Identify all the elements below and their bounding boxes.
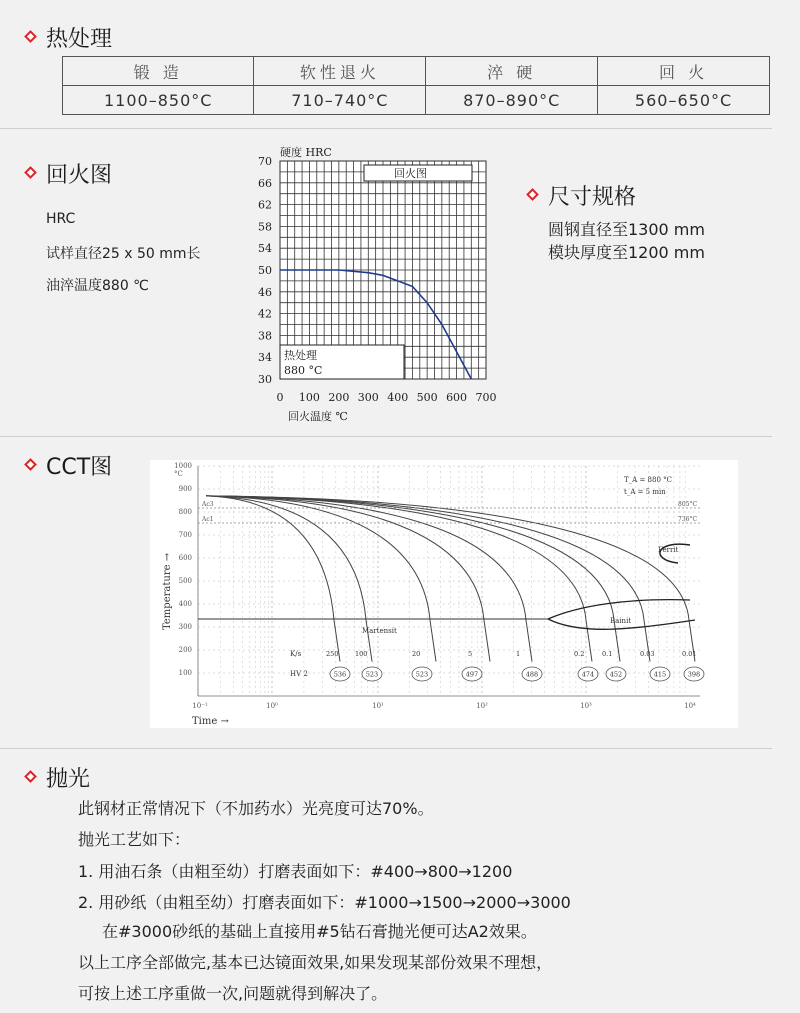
cct-ta-label: T_A = 880 °C (624, 476, 672, 484)
x-tick-label: 400 (387, 391, 409, 404)
hardness-value: 474 (581, 670, 595, 679)
y-tick-label: 54 (258, 242, 272, 256)
table-cell: 560–650°C (598, 86, 770, 115)
tempering-chart (240, 145, 497, 430)
y-tick-label: 70 (258, 155, 272, 168)
polishing-bullet-icon (24, 770, 37, 783)
x-tick-label: 10⁻¹ (192, 702, 208, 710)
hardness-value: 488 (525, 670, 539, 679)
y-tick-label: 200 (178, 646, 192, 654)
table-cell: 870–890°C (426, 86, 598, 115)
cct-time-axis (192, 702, 696, 710)
cooling-rate-label: 5 (468, 650, 473, 658)
tempering-heat-box-value: 880 °C (284, 364, 323, 377)
cct-ylabel: Temperature → (162, 552, 173, 630)
y-tick-label: 1000 (174, 462, 192, 470)
cct-ac1-label: Ac1 (202, 516, 214, 523)
tempering-ylabel: 硬度 HRC (280, 146, 332, 159)
x-tick-label: 0 (276, 391, 284, 404)
cct-805-label: 805°C (678, 501, 698, 508)
hardness-value: 523 (365, 670, 379, 679)
tempering-info-sample: 试样直径25 x 50 mm长 (46, 246, 201, 262)
x-tick-label: 10² (476, 702, 488, 710)
y-tick-label: 42 (258, 307, 272, 321)
cooling-curve (206, 496, 340, 662)
x-tick-label: 10⁴ (684, 702, 696, 710)
tempering-xlabel: 回火温度 ℃ (288, 410, 348, 423)
cooling-rate-label: 0.03 (640, 650, 655, 658)
y-tick-label: 38 (258, 329, 272, 343)
x-tick-label: 600 (446, 391, 468, 404)
x-tick-label: 100 (298, 391, 320, 404)
x-tick-label: 700 (475, 391, 497, 404)
cct-time-label: t_A = 5 min (624, 488, 666, 496)
size-block: 模块厚度至1200 mm (548, 243, 705, 262)
polish-paragraph: 此钢材正常情况下（不加药水）光亮度可达70%。 (78, 799, 434, 818)
cct-ferrite-label: Ferrit (658, 546, 679, 554)
cooling-rate-label: 0.2 (574, 650, 585, 658)
cct-ac3-label: Ac3 (202, 501, 214, 508)
polish-step-2-detail: 在#3000砂纸的基础上直接用#5钻石膏抛光便可达A2效果。 (102, 922, 537, 941)
tempering-title: 回火图 (46, 163, 113, 188)
size-title: 尺寸规格 (548, 185, 637, 210)
y-tick-label: 62 (258, 198, 272, 212)
y-tick-label: 50 (258, 264, 272, 277)
cooling-rate-label: 250 (326, 650, 339, 658)
cct-y-ticks (174, 462, 192, 677)
table-header-cell: 淬 硬 (426, 57, 598, 86)
table-header-cell: 软性退火 (254, 57, 426, 86)
table-row (63, 86, 770, 115)
cct-hardness-circles (330, 667, 704, 681)
hardness-value: 398 (687, 670, 701, 679)
hardness-value: 523 (415, 670, 429, 679)
tempering-x-ticks (277, 391, 497, 404)
tempering-info-quench: 油淬温度880 ℃ (46, 278, 149, 294)
table-header-row (63, 57, 770, 86)
cct-cooling-rates (326, 650, 696, 658)
y-tick-label: 46 (258, 285, 272, 299)
polish-paragraph: 以上工序全部做完,基本已达镜面效果,如果发现某部份效果不理想， (78, 953, 553, 972)
cct-y-unit: °C (174, 470, 183, 478)
size-round-bar: 圆钢直径至1300 mm (548, 220, 705, 239)
cooling-rate-label: 0.01 (682, 650, 697, 658)
heat-treatment-table (62, 56, 770, 115)
section-divider (0, 128, 772, 129)
x-tick-label: 10¹ (372, 702, 384, 710)
y-tick-label: 500 (178, 577, 192, 585)
tempering-y-ticks (258, 155, 272, 386)
cooling-rate-label: 20 (412, 650, 421, 658)
cct-bainite-label: Bainit (610, 617, 632, 625)
polish-step-1: 1. 用油石条（由粗至幼）打磨表面如下：#400→800→1200 (78, 862, 513, 881)
table-header-cell: 锻 造 (63, 57, 254, 86)
x-tick-label: 10³ (580, 702, 592, 710)
x-tick-label: 200 (328, 391, 350, 404)
cct-xlabel: Time → (192, 716, 229, 727)
tempering-bullet-icon (24, 166, 37, 179)
hardness-value: 536 (333, 670, 347, 679)
y-tick-label: 300 (178, 623, 192, 631)
cct-chart-panel (150, 460, 738, 728)
y-tick-label: 700 (178, 531, 192, 539)
section-divider (0, 748, 772, 749)
cct-ks-label: K/s (290, 650, 302, 658)
y-tick-label: 400 (178, 600, 192, 608)
y-tick-label: 58 (258, 220, 272, 234)
cct-hv-label: HV 2 (290, 670, 308, 678)
cooling-curve (206, 496, 532, 662)
cooling-rate-label: 100 (355, 650, 368, 658)
hardness-value: 497 (465, 670, 479, 679)
tempering-info-hrc: HRC (46, 211, 76, 227)
cooling-curve (206, 496, 372, 662)
y-tick-label: 66 (258, 176, 272, 190)
cooling-curve (206, 496, 436, 662)
x-tick-label: 500 (416, 391, 438, 404)
polish-paragraph: 可按上述工序重做一次,问题就得到解决了。 (78, 984, 388, 1003)
y-tick-label: 800 (178, 508, 192, 516)
hardness-value: 452 (609, 670, 623, 679)
y-tick-label: 100 (178, 669, 192, 677)
y-tick-label: 30 (258, 373, 272, 386)
table-cell: 710–740°C (254, 86, 426, 115)
cct-bullet-icon (24, 458, 37, 471)
hardness-value: 415 (653, 670, 667, 679)
polish-step-2: 2. 用砂纸（由粗至幼）打磨表面如下：#1000→1500→2000→3000 (78, 893, 571, 912)
cct-martensite-label: Martensit (362, 627, 397, 635)
polishing-title: 抛光 (46, 767, 91, 792)
heat-treatment-title: 热处理 (46, 27, 113, 52)
tempering-chart-title: 回火图 (394, 167, 427, 180)
cooling-curve (206, 496, 650, 662)
cct-chart (150, 460, 738, 728)
y-tick-label: 900 (178, 485, 192, 493)
x-tick-label: 10⁰ (266, 702, 278, 710)
polish-paragraph: 抛光工艺如下： (78, 830, 191, 849)
cooling-curve (206, 496, 592, 662)
cooling-curve (206, 496, 490, 662)
heat-treatment-bullet-icon (24, 30, 37, 43)
table-header-cell: 回 火 (598, 57, 770, 86)
cct-736-label: 736°C (678, 516, 698, 523)
section-divider (0, 436, 772, 437)
size-bullet-icon (526, 188, 539, 201)
y-tick-label: 34 (258, 351, 272, 365)
cooling-curve (206, 496, 620, 662)
x-tick-label: 300 (357, 391, 379, 404)
table-cell: 1100–850°C (63, 86, 254, 115)
y-tick-label: 600 (178, 554, 192, 562)
cooling-rate-label: 1 (516, 650, 521, 658)
cct-title: CCT图 (46, 455, 113, 480)
tempering-heat-box-label: 热处理 (284, 349, 317, 362)
cooling-rate-label: 0.1 (602, 650, 613, 658)
